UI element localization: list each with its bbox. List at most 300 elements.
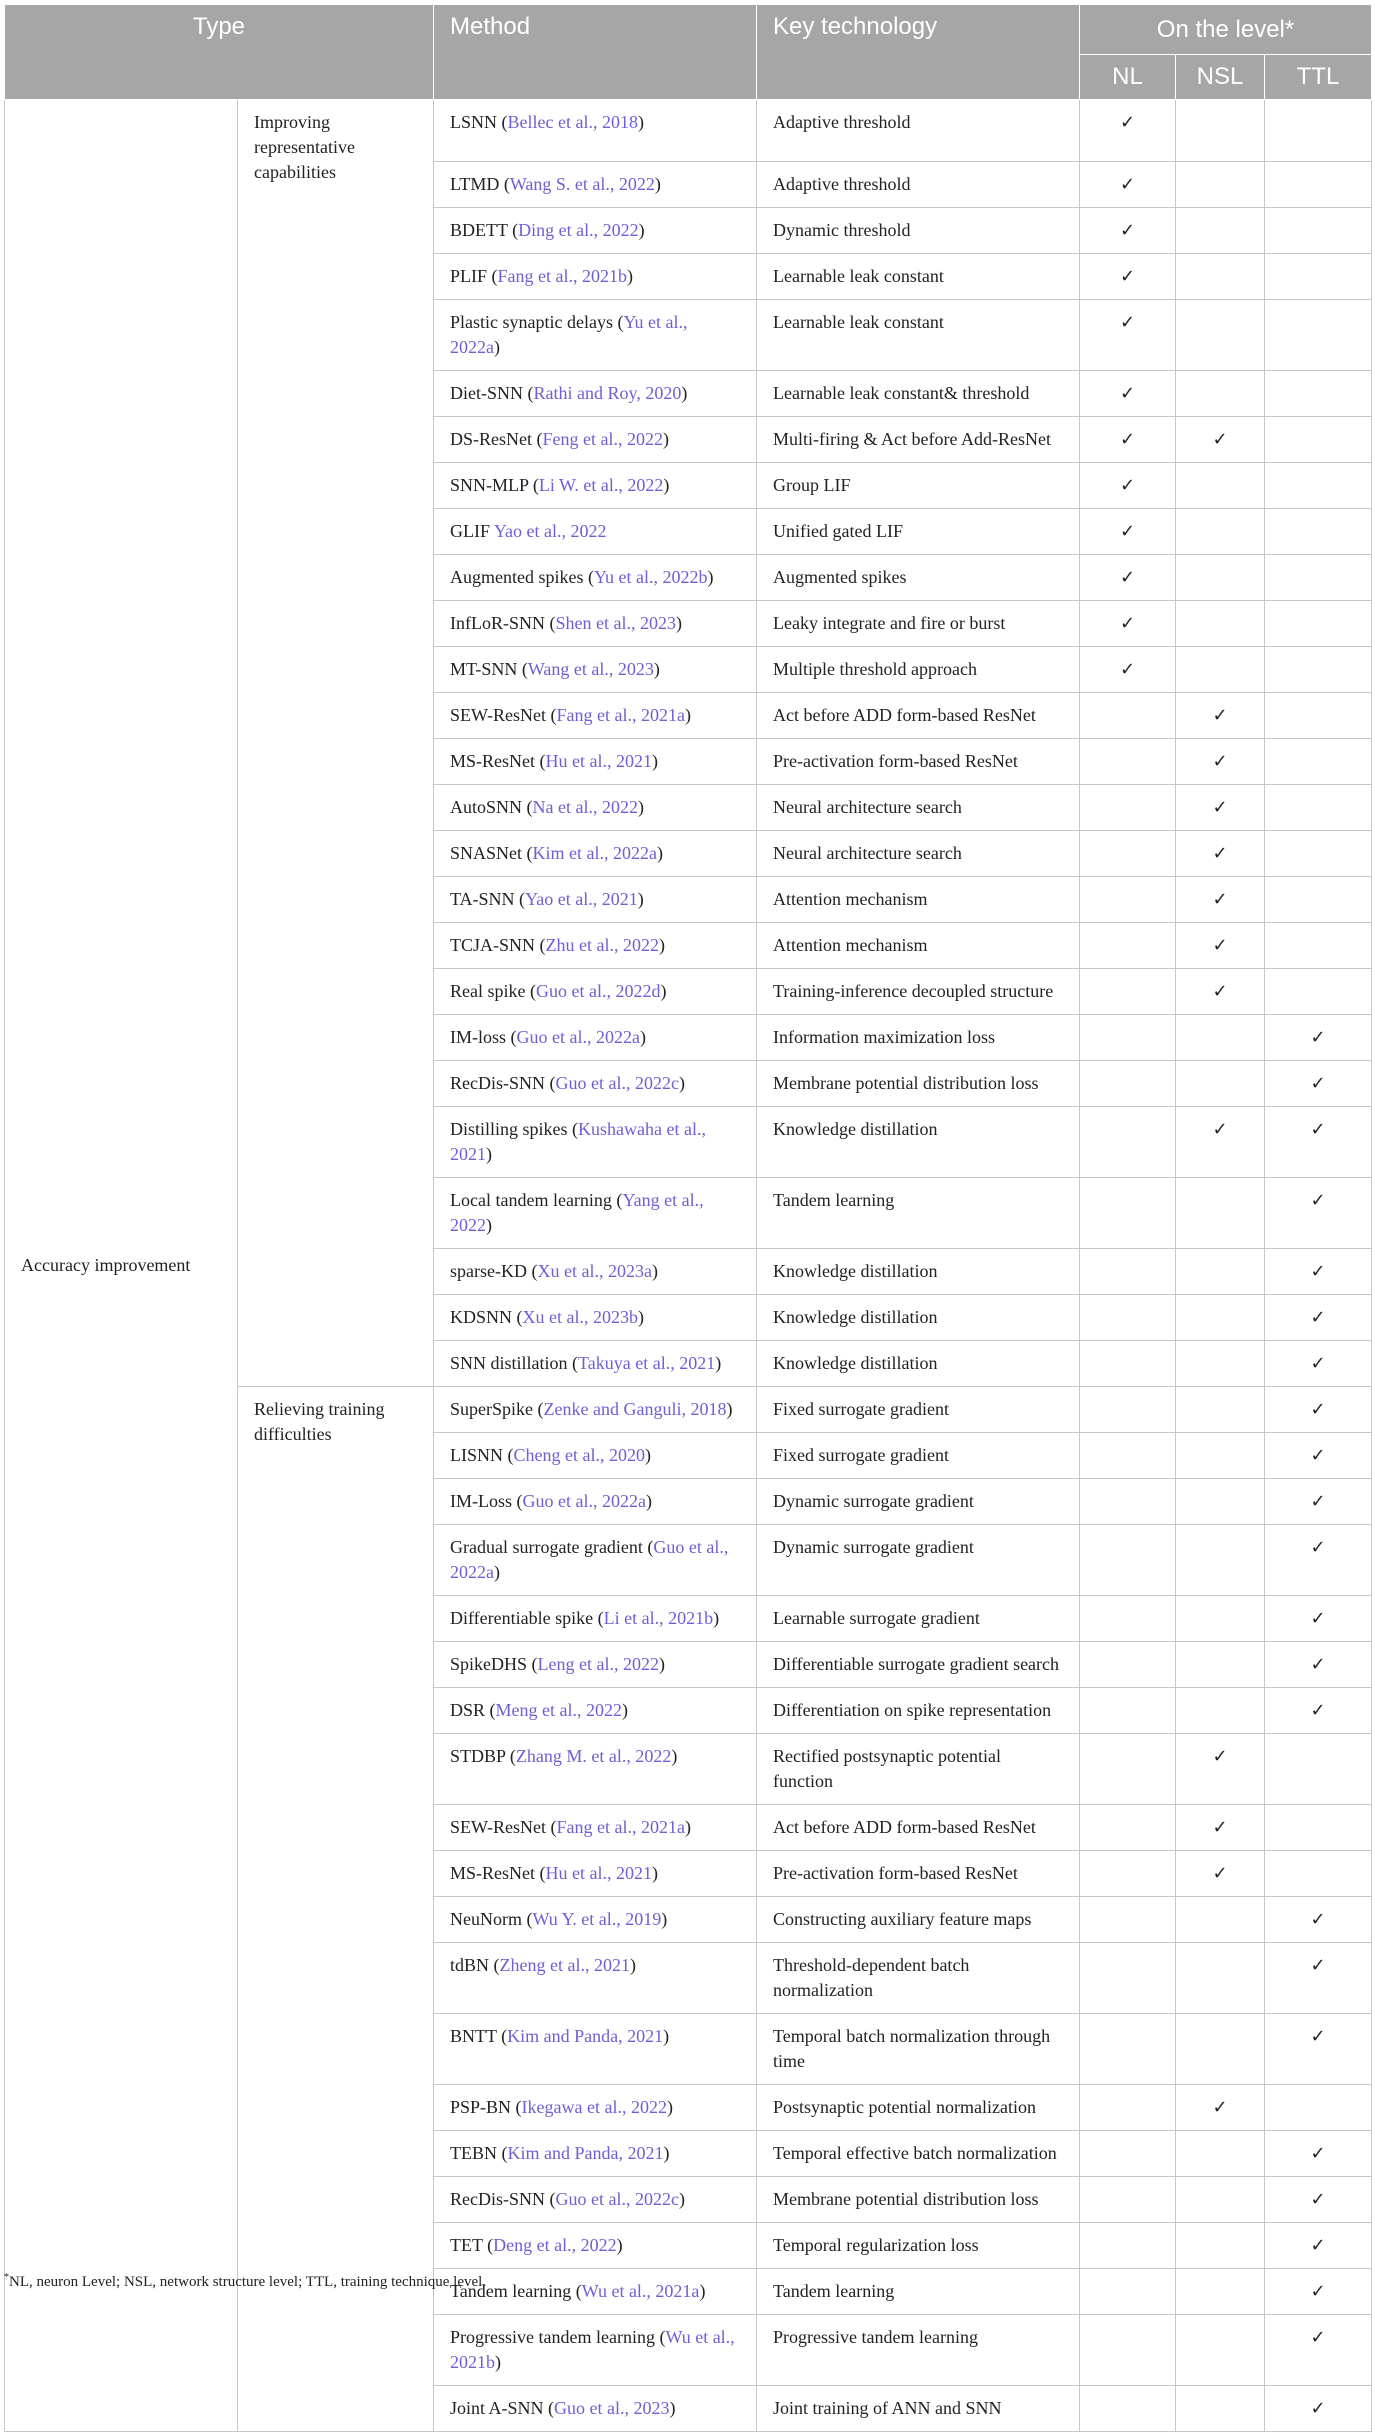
level-cell-ttl xyxy=(1265,601,1372,647)
citation-link[interactable]: Guo et al., 2022c xyxy=(555,2189,679,2209)
check-mark-icon: ✓ xyxy=(1119,429,1136,450)
method-name: DS-ResNet ( xyxy=(450,429,543,449)
level-cell-ttl xyxy=(1265,2269,1372,2315)
level-cell-nsl xyxy=(1176,162,1265,208)
method-name: MS-ResNet ( xyxy=(450,1863,546,1883)
check-mark-icon: ✓ xyxy=(1212,797,1228,818)
level-cell-nl xyxy=(1080,417,1176,463)
level-cell-nl xyxy=(1080,162,1176,208)
table-footnote xyxy=(4,2272,486,2291)
citation-close: ) xyxy=(658,1654,665,1674)
citation-close: ) xyxy=(659,935,665,955)
level-cell-nsl xyxy=(1176,1734,1265,1805)
technology-cell: Tandem learning xyxy=(757,1178,1080,1249)
level-cell-nl xyxy=(1080,2223,1176,2269)
citation-link[interactable]: Wu et al., 2021b xyxy=(450,2327,735,2372)
table-row xyxy=(5,100,1372,162)
method-name: Differentiable spike ( xyxy=(450,1608,604,1628)
header-nl: NL xyxy=(1080,55,1176,100)
level-cell-ttl xyxy=(1265,647,1372,693)
method-name: STDBP ( xyxy=(450,1746,516,1766)
citation-link[interactable]: Cheng et al., 2020 xyxy=(513,1445,645,1465)
level-cell-nsl xyxy=(1176,1943,1265,2014)
method-name: Tandem learning ( xyxy=(450,2281,582,2301)
method-cell xyxy=(434,1061,757,1107)
method-cell xyxy=(434,1943,757,2014)
check-mark-icon: ✓ xyxy=(1310,1445,1326,1466)
check-mark-icon: ✓ xyxy=(1310,1909,1326,1930)
method-name: Local tandem learning ( xyxy=(450,1190,623,1210)
level-cell-nsl xyxy=(1176,923,1265,969)
level-cell-nl xyxy=(1080,1015,1176,1061)
technology-cell: Learnable surrogate gradient xyxy=(757,1596,1080,1642)
level-cell-nl xyxy=(1080,647,1176,693)
level-cell-ttl xyxy=(1265,693,1372,739)
level-cell-nsl xyxy=(1176,2177,1265,2223)
citation-link[interactable]: Xu et al., 2023a xyxy=(537,1261,652,1281)
citation-link[interactable]: Yao et al., 2022 xyxy=(493,521,607,541)
citation-close: ) xyxy=(678,1073,685,1093)
level-cell-ttl xyxy=(1265,2223,1372,2269)
technology-cell: Pre-activation form-based ResNet xyxy=(757,739,1080,785)
citation-link[interactable]: Rathi and Roy, 2020 xyxy=(533,383,682,403)
level-cell-ttl xyxy=(1265,509,1372,555)
citation-link[interactable]: Zhang M. et al., 2022 xyxy=(515,1746,672,1766)
footnote-text: NL, neuron Level; NSL, network structure level; TTL, training technique level. xyxy=(9,2274,487,2290)
level-cell-nsl xyxy=(1176,100,1265,162)
check-mark-icon: ✓ xyxy=(1310,1190,1326,1211)
level-cell-nl xyxy=(1080,1897,1176,1943)
citation-link[interactable]: Guo et al., 2022a xyxy=(516,1027,640,1047)
method-name: Joint A-SNN ( xyxy=(450,2398,555,2418)
level-cell-ttl xyxy=(1265,877,1372,923)
check-mark-icon: ✓ xyxy=(1212,981,1228,1002)
method-cell xyxy=(434,1688,757,1734)
citation-close: ) xyxy=(616,2235,623,2255)
method-cell xyxy=(434,1805,757,1851)
level-cell-ttl xyxy=(1265,1688,1372,1734)
citation-close: ) xyxy=(627,266,633,286)
citation-link[interactable]: Kim and Panda, 2021 xyxy=(507,2143,664,2163)
level-cell-nl xyxy=(1080,601,1176,647)
level-cell-nl xyxy=(1080,1851,1176,1897)
citation-close: ) xyxy=(638,220,645,240)
check-mark-icon: ✓ xyxy=(1119,475,1136,496)
citation-close: ) xyxy=(494,337,500,357)
technology-cell: Temporal effective batch normalization xyxy=(757,2131,1080,2177)
citation-close: ) xyxy=(666,2097,673,2117)
level-cell-nl xyxy=(1080,693,1176,739)
level-cell-ttl xyxy=(1265,1897,1372,1943)
citation-link[interactable]: Hu et al., 2021 xyxy=(545,1863,652,1883)
citation-link[interactable]: Meng et al., 2022 xyxy=(495,1700,622,1720)
check-mark-icon: ✓ xyxy=(1212,751,1228,772)
citation-link[interactable]: Li W. et al., 2022 xyxy=(538,475,664,495)
level-cell-nsl xyxy=(1176,601,1265,647)
citation-link[interactable]: Yu et al., 2022a xyxy=(450,312,688,357)
level-cell-ttl xyxy=(1265,2386,1372,2432)
citation-link[interactable]: Kushawaha et al., 2021 xyxy=(450,1119,706,1164)
level-cell-ttl xyxy=(1265,1734,1372,1805)
technology-cell: Knowledge distillation xyxy=(757,1341,1080,1387)
citation-link[interactable]: Wang et al., 2023 xyxy=(527,659,654,679)
citation-close: ) xyxy=(622,1700,628,1720)
citation-link[interactable]: Feng et al., 2022 xyxy=(542,429,663,449)
check-mark-icon: ✓ xyxy=(1119,521,1136,542)
citation-link[interactable]: Xu et al., 2023b xyxy=(522,1307,638,1327)
level-cell-nsl xyxy=(1176,2131,1265,2177)
method-name: Augmented spikes ( xyxy=(450,567,594,587)
check-mark-icon: ✓ xyxy=(1310,1955,1326,1976)
citation-link[interactable]: Yu et al., 2022b xyxy=(593,567,708,587)
method-name: MS-ResNet ( xyxy=(450,751,546,771)
citation-close: ) xyxy=(715,1353,722,1373)
check-mark-icon: ✓ xyxy=(1310,1353,1326,1374)
technology-cell: Knowledge distillation xyxy=(757,1295,1080,1341)
technology-cell: Rectified postsynaptic potential function xyxy=(757,1734,1080,1805)
level-cell-ttl xyxy=(1265,100,1372,162)
level-cell-nl xyxy=(1080,923,1176,969)
check-mark-icon: ✓ xyxy=(1310,1608,1326,1629)
technology-cell: Neural architecture search xyxy=(757,785,1080,831)
method-name: SNN-MLP ( xyxy=(450,475,539,495)
level-cell-nsl xyxy=(1176,739,1265,785)
level-cell-nl xyxy=(1080,1178,1176,1249)
check-mark-icon: ✓ xyxy=(1119,383,1136,404)
citation-close: ) xyxy=(663,2143,670,2163)
level-cell-nsl xyxy=(1176,463,1265,509)
level-cell-ttl xyxy=(1265,417,1372,463)
method-cell xyxy=(434,2223,757,2269)
level-cell-nl xyxy=(1080,1805,1176,1851)
check-mark-icon: ✓ xyxy=(1212,843,1228,864)
level-cell-nsl xyxy=(1176,2085,1265,2131)
method-cell xyxy=(434,1295,757,1341)
citation-close: ) xyxy=(629,1955,636,1975)
level-cell-ttl xyxy=(1265,2131,1372,2177)
citation-link[interactable]: Shen et al., 2023 xyxy=(555,613,676,633)
citation-close: ) xyxy=(662,429,669,449)
method-name: PLIF ( xyxy=(450,266,498,286)
citation-link[interactable]: Guo et al., 2023 xyxy=(554,2398,670,2418)
level-cell-nl xyxy=(1080,1249,1176,1295)
technology-cell: Threshold-dependent batch normalization xyxy=(757,1943,1080,2014)
method-cell xyxy=(434,2386,757,2432)
check-mark-icon: ✓ xyxy=(1119,174,1136,195)
method-cell xyxy=(434,1015,757,1061)
header-key-technology: Key technology xyxy=(757,5,1080,100)
level-cell-nsl xyxy=(1176,1596,1265,1642)
method-name: PSP-BN ( xyxy=(450,2097,522,2117)
citation-link[interactable]: Takuya et al., 2021 xyxy=(578,1353,716,1373)
level-cell-nl xyxy=(1080,463,1176,509)
citation-link[interactable]: Fang et al., 2021b xyxy=(497,266,627,286)
level-cell-ttl xyxy=(1265,831,1372,877)
citation-link[interactable]: Ding et al., 2022 xyxy=(518,220,639,240)
technology-cell: Constructing auxiliary feature maps xyxy=(757,1897,1080,1943)
technology-cell: Progressive tandem learning xyxy=(757,2315,1080,2386)
check-mark-icon: ✓ xyxy=(1212,1863,1228,1884)
method-name: Plastic synaptic delays ( xyxy=(450,312,624,332)
level-cell-nsl xyxy=(1176,1525,1265,1596)
citation-link[interactable]: Ikegawa et al., 2022 xyxy=(521,2097,667,2117)
methods-table xyxy=(4,4,1372,2432)
citation-link[interactable]: Na et al., 2022 xyxy=(532,797,638,817)
citation-link[interactable]: Yao et al., 2021 xyxy=(525,889,638,909)
citation-close: ) xyxy=(681,383,688,403)
technology-cell: Learnable leak constant xyxy=(757,300,1080,371)
citation-link[interactable]: Wu et al., 2021a xyxy=(581,2281,700,2301)
method-name: GLIF xyxy=(450,521,494,541)
check-mark-icon: ✓ xyxy=(1119,312,1136,333)
level-cell-ttl xyxy=(1265,1387,1372,1433)
method-cell xyxy=(434,647,757,693)
level-cell-nl xyxy=(1080,1688,1176,1734)
level-cell-nsl xyxy=(1176,417,1265,463)
level-cell-nsl xyxy=(1176,1479,1265,1525)
technology-cell: Temporal regularization loss xyxy=(757,2223,1080,2269)
level-cell-nl xyxy=(1080,2315,1176,2386)
level-cell-nl xyxy=(1080,1734,1176,1805)
level-cell-ttl xyxy=(1265,969,1372,1015)
technology-cell: Postsynaptic potential normalization xyxy=(757,2085,1080,2131)
method-cell xyxy=(434,923,757,969)
check-mark-icon: ✓ xyxy=(1310,2235,1326,2256)
citation-close: ) xyxy=(486,1144,492,1164)
citation-link[interactable]: Kim et al., 2022a xyxy=(532,843,657,863)
check-mark-icon: ✓ xyxy=(1212,1119,1228,1140)
level-cell-nsl xyxy=(1176,831,1265,877)
level-cell-ttl xyxy=(1265,1596,1372,1642)
level-cell-ttl xyxy=(1265,1295,1372,1341)
citation-link[interactable]: Kim and Panda, 2021 xyxy=(507,2026,664,2046)
check-mark-icon: ✓ xyxy=(1212,429,1228,450)
level-cell-nsl xyxy=(1176,509,1265,555)
citation-close: ) xyxy=(713,1608,720,1628)
check-mark-icon: ✓ xyxy=(1212,2097,1228,2118)
level-cell-ttl xyxy=(1265,2014,1372,2085)
level-cell-ttl xyxy=(1265,1479,1372,1525)
citation-link[interactable]: Guo et al., 2022d xyxy=(535,981,661,1001)
citation-link[interactable]: Leng et al., 2022 xyxy=(537,1654,659,1674)
level-cell-ttl xyxy=(1265,463,1372,509)
level-cell-nl xyxy=(1080,969,1176,1015)
citation-close: ) xyxy=(678,2189,685,2209)
technology-cell: Unified gated LIF xyxy=(757,509,1080,555)
table-wrapper xyxy=(4,4,1371,2432)
citation-close: ) xyxy=(637,889,644,909)
method-cell xyxy=(434,100,757,162)
level-cell-nsl xyxy=(1176,1341,1265,1387)
method-cell xyxy=(434,254,757,300)
method-cell xyxy=(434,877,757,923)
header-ttl: TTL xyxy=(1265,55,1372,100)
check-mark-icon: ✓ xyxy=(1310,1654,1326,1675)
check-mark-icon: ✓ xyxy=(1310,1537,1326,1558)
citation-link[interactable]: Yang et al., 2022 xyxy=(450,1190,704,1235)
citation-link[interactable]: Zhu et al., 2022 xyxy=(545,935,659,955)
citation-close: ) xyxy=(669,2398,676,2418)
check-mark-icon: ✓ xyxy=(1212,889,1228,910)
technology-cell: Dynamic surrogate gradient xyxy=(757,1479,1080,1525)
technology-cell: Multi-firing & Act before Add-ResNet xyxy=(757,417,1080,463)
level-cell-ttl xyxy=(1265,1341,1372,1387)
level-cell-ttl xyxy=(1265,1525,1372,1596)
level-cell-ttl xyxy=(1265,555,1372,601)
technology-cell: Differentiation on spike representation xyxy=(757,1688,1080,1734)
technology-cell: Dynamic threshold xyxy=(757,208,1080,254)
citation-link[interactable]: Guo et al., 2022c xyxy=(555,1073,679,1093)
level-cell-nsl xyxy=(1176,1688,1265,1734)
citation-close: ) xyxy=(637,112,644,132)
level-cell-nl xyxy=(1080,2014,1176,2085)
level-cell-nsl xyxy=(1176,1433,1265,1479)
citation-close: ) xyxy=(663,475,670,495)
level-cell-ttl xyxy=(1265,2085,1372,2131)
method-name: tdBN ( xyxy=(450,1955,500,1975)
level-cell-nsl xyxy=(1176,785,1265,831)
check-mark-icon: ✓ xyxy=(1212,705,1228,726)
technology-cell: Adaptive threshold xyxy=(757,100,1080,162)
citation-close: ) xyxy=(726,1399,733,1419)
level-cell-nsl xyxy=(1176,647,1265,693)
check-mark-icon: ✓ xyxy=(1310,1700,1326,1721)
table-header xyxy=(5,5,1372,100)
level-cell-ttl xyxy=(1265,923,1372,969)
citation-link[interactable]: Hu et al., 2021 xyxy=(545,751,652,771)
check-mark-icon: ✓ xyxy=(1310,1399,1326,1420)
citation-link[interactable]: Wu Y. et al., 2019 xyxy=(532,1909,662,1929)
level-cell-nsl xyxy=(1176,1178,1265,1249)
method-name: Gradual surrogate gradient ( xyxy=(450,1537,654,1557)
level-cell-nsl xyxy=(1176,2386,1265,2432)
table-body xyxy=(5,100,1372,2432)
citation-close: ) xyxy=(651,751,658,771)
level-cell-ttl xyxy=(1265,1433,1372,1479)
method-name: KDSNN ( xyxy=(450,1307,523,1327)
level-cell-ttl xyxy=(1265,1061,1372,1107)
method-name: sparse-KD ( xyxy=(450,1261,538,1281)
level-cell-nl xyxy=(1080,1433,1176,1479)
group-cell: Improving representative capabilities xyxy=(238,100,434,1387)
level-cell-nl xyxy=(1080,785,1176,831)
citation-link[interactable]: Wang S. et al., 2022 xyxy=(509,174,655,194)
level-cell-ttl xyxy=(1265,1805,1372,1851)
method-cell xyxy=(434,371,757,417)
citation-close: ) xyxy=(494,1562,500,1582)
method-cell xyxy=(434,2131,757,2177)
citation-link[interactable]: Guo et al., 2022a xyxy=(450,1537,729,1582)
method-name: BNTT ( xyxy=(450,2026,508,2046)
technology-cell: Membrane potential distribution loss xyxy=(757,1061,1080,1107)
citation-close: ) xyxy=(660,981,667,1001)
method-name: TA-SNN ( xyxy=(450,889,526,909)
level-cell-nl xyxy=(1080,739,1176,785)
level-cell-nsl xyxy=(1176,371,1265,417)
technology-cell: Differentiable surrogate gradient search xyxy=(757,1642,1080,1688)
citation-close: ) xyxy=(654,174,661,194)
technology-cell: Multiple threshold approach xyxy=(757,647,1080,693)
level-cell-nsl xyxy=(1176,1642,1265,1688)
technology-cell: Knowledge distillation xyxy=(757,1107,1080,1178)
level-cell-nsl xyxy=(1176,1851,1265,1897)
check-mark-icon: ✓ xyxy=(1119,613,1136,634)
method-name: RecDis-SNN ( xyxy=(450,1073,556,1093)
method-name: RecDis-SNN ( xyxy=(450,2189,556,2209)
level-cell-nsl xyxy=(1176,1015,1265,1061)
method-cell xyxy=(434,1734,757,1805)
citation-close: ) xyxy=(663,2026,670,2046)
citation-link[interactable]: Zenke and Ganguli, 2018 xyxy=(543,1399,727,1419)
method-name: IM-loss ( xyxy=(450,1027,517,1047)
level-cell-ttl xyxy=(1265,2177,1372,2223)
level-cell-nsl xyxy=(1176,208,1265,254)
level-cell-nl xyxy=(1080,1642,1176,1688)
citation-link[interactable]: Li et al., 2021b xyxy=(603,1608,714,1628)
header-method: Method xyxy=(434,5,757,100)
method-cell xyxy=(434,1897,757,1943)
level-cell-ttl xyxy=(1265,2315,1372,2386)
technology-cell: Augmented spikes xyxy=(757,555,1080,601)
check-mark-icon: ✓ xyxy=(1310,2189,1326,2210)
level-cell-nl xyxy=(1080,1943,1176,2014)
technology-cell: Act before ADD form-based ResNet xyxy=(757,1805,1080,1851)
level-cell-nsl xyxy=(1176,1249,1265,1295)
method-cell xyxy=(434,2315,757,2386)
citation-link[interactable]: Fang et al., 2021a xyxy=(556,705,685,725)
level-cell-nl xyxy=(1080,208,1176,254)
citation-close: ) xyxy=(495,2352,501,2372)
citation-link[interactable]: Guo et al., 2022a xyxy=(522,1491,646,1511)
citation-close: ) xyxy=(661,1909,668,1929)
method-cell xyxy=(434,1178,757,1249)
citation-close: ) xyxy=(639,1027,646,1047)
method-cell xyxy=(434,509,757,555)
method-cell xyxy=(434,1596,757,1642)
citation-link[interactable]: Bellec et al., 2018 xyxy=(507,112,638,132)
technology-cell: Fixed surrogate gradient xyxy=(757,1433,1080,1479)
method-name: Progressive tandem learning ( xyxy=(450,2327,666,2347)
method-cell xyxy=(434,1525,757,1596)
citation-link[interactable]: Zheng et al., 2021 xyxy=(499,1955,630,1975)
level-cell-nl xyxy=(1080,1479,1176,1525)
method-name: LISNN ( xyxy=(450,1445,514,1465)
level-cell-ttl xyxy=(1265,739,1372,785)
level-cell-nl xyxy=(1080,2386,1176,2432)
method-cell xyxy=(434,162,757,208)
citation-close: ) xyxy=(638,1307,644,1327)
method-name: DSR ( xyxy=(450,1700,496,1720)
level-cell-nl xyxy=(1080,1341,1176,1387)
check-mark-icon: ✓ xyxy=(1212,1817,1228,1838)
method-cell xyxy=(434,1249,757,1295)
method-cell xyxy=(434,1479,757,1525)
level-cell-nsl xyxy=(1176,300,1265,371)
method-cell xyxy=(434,1433,757,1479)
method-name: Real spike ( xyxy=(450,981,536,1001)
citation-close: ) xyxy=(651,1863,658,1883)
level-cell-nl xyxy=(1080,2177,1176,2223)
method-name: IM-Loss ( xyxy=(450,1491,523,1511)
citation-link[interactable]: Fang et al., 2021a xyxy=(556,1817,685,1837)
type-cell: Accuracy improvement xyxy=(5,100,238,2432)
technology-cell: Knowledge distillation xyxy=(757,1249,1080,1295)
method-name: InfLoR-SNN ( xyxy=(450,613,556,633)
check-mark-icon: ✓ xyxy=(1119,220,1136,241)
method-cell xyxy=(434,693,757,739)
check-mark-icon: ✓ xyxy=(1310,1261,1326,1282)
citation-link[interactable]: Deng et al., 2022 xyxy=(493,2235,617,2255)
